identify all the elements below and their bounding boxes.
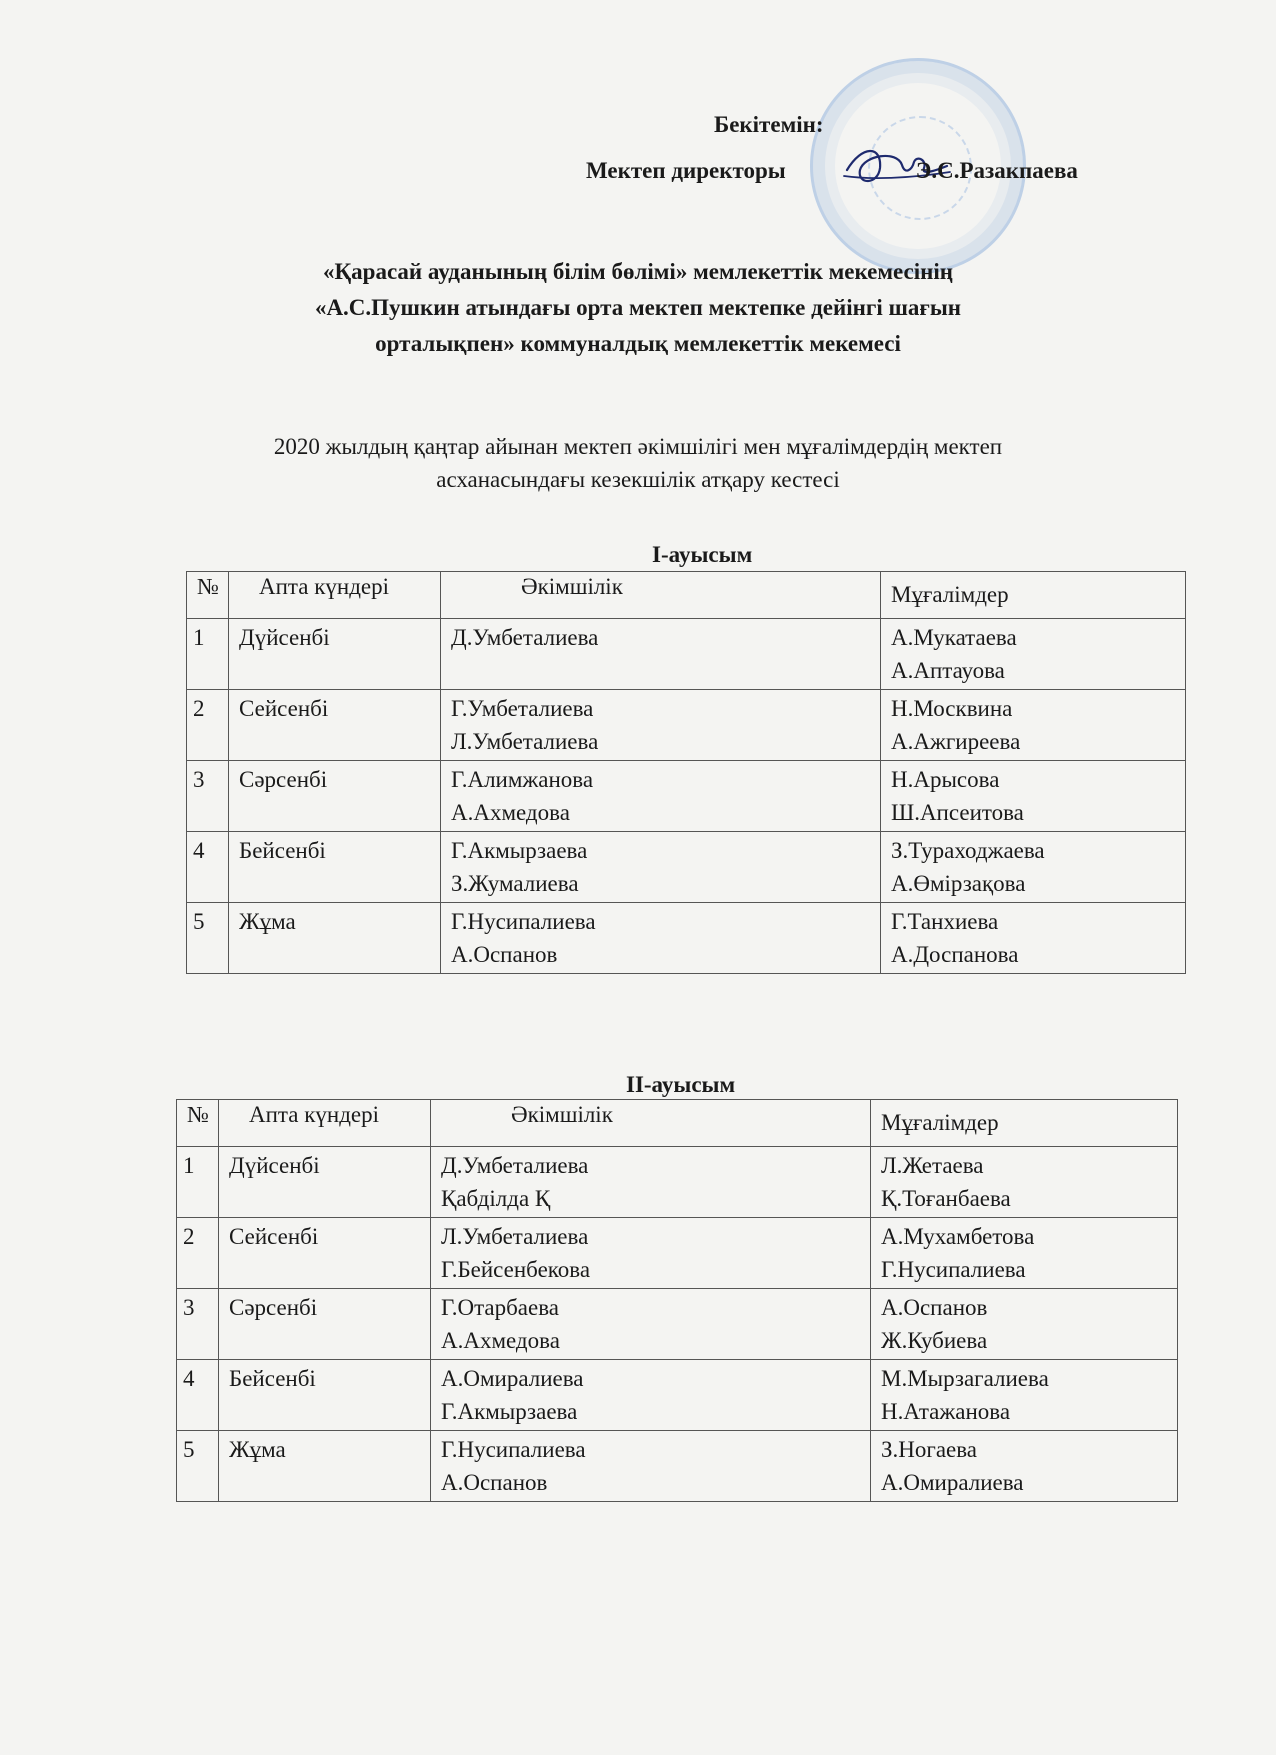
row-day: Сәрсенбі [229,761,441,832]
row-number: 2 [187,690,229,761]
row-day: Жұма [219,1431,431,1502]
row-day: Бейсенбі [229,832,441,903]
admin-name: А.Ахмедова [441,1328,560,1353]
row-number: 5 [177,1431,219,1502]
table-header-row [177,1100,1178,1147]
header-num: № [177,1100,219,1147]
admin-name: А.Оспанов [441,1470,548,1495]
admin-name [451,654,872,687]
admin-name: Г.Бейсенбекова [441,1257,591,1282]
table-row [187,619,1186,690]
teacher-name: Г.Танхиева [891,909,999,934]
row-admin [441,761,881,832]
teacher-name: А.Мухамбетова [881,1224,1035,1249]
teacher-name: А.Аптауова [891,658,1005,683]
teacher-name: А.Мукатаева [891,625,1017,650]
teacher-name: А.Омиралиева [881,1470,1024,1495]
row-day: Дүйсенбі [229,619,441,690]
row-number: 5 [187,903,229,974]
shift1-table [186,571,1186,974]
admin-name: Қабділда Қ [441,1186,551,1211]
teacher-name: А.Ажгиреева [891,729,1021,754]
director-name: Э.С.Разакпаева [915,158,1078,183]
header-teachers: Мұғалімдер [871,1100,1178,1147]
admin-name: З.Жумалиева [451,871,579,896]
shift1-title: І-ауысым [652,542,753,567]
table-row [187,690,1186,761]
organization-line: «Қарасай ауданының білім бөлімі» мемлекеттік мекемесінің [322,259,954,284]
teacher-name: Ж.Кубиева [881,1328,988,1353]
row-admin [431,1147,871,1218]
admin-name: Г.Нусипалиева [451,909,596,934]
caption-line: 2020 жылдың қаңтар айынан мектеп әкімшілігі мен мұғалімдердің мектеп [273,434,1003,459]
organization-line: орталықпен» коммуналдық мемлекеттік мекемесі [375,331,901,356]
teacher-name: Қ.Тоғанбаева [881,1186,1011,1211]
table-header-row [187,572,1186,619]
table-row [187,832,1186,903]
header-teachers: Мұғалімдер [881,572,1186,619]
row-number: 4 [177,1360,219,1431]
table-row [177,1431,1178,1502]
row-teachers [871,1218,1178,1289]
row-number: 1 [177,1147,219,1218]
row-teachers [871,1431,1178,1502]
header-day: Апта күндері [229,572,441,619]
table-row [187,903,1186,974]
header-num: № [187,572,229,619]
teacher-name: А.Өмірзақова [891,871,1026,896]
row-teachers [881,832,1186,903]
row-teachers [881,619,1186,690]
teacher-name: Ш.Апсеитова [891,800,1024,825]
row-day: Бейсенбі [219,1360,431,1431]
row-teachers [881,690,1186,761]
director-position: Мектеп директоры [586,158,786,183]
row-number: 2 [177,1218,219,1289]
row-number: 4 [187,832,229,903]
row-admin [441,903,881,974]
approval-title: Бекітемін: [714,112,824,137]
row-teachers [871,1360,1178,1431]
admin-name: А.Ахмедова [451,800,570,825]
shift2-table [176,1099,1178,1502]
row-admin [431,1218,871,1289]
header-admin: Әкімшілік [431,1100,871,1147]
row-teachers [871,1147,1178,1218]
admin-name: А.Омиралиева [441,1366,584,1391]
row-admin [431,1360,871,1431]
row-admin [431,1431,871,1502]
admin-name: Д.Умбеталиева [451,625,599,650]
admin-name: Г.Умбеталиева [451,696,594,721]
admin-name: Г.Алимжанова [451,767,594,792]
row-day: Сәрсенбі [219,1289,431,1360]
teacher-name: З.Ногаева [881,1437,977,1462]
row-day: Сейсенбі [219,1218,431,1289]
admin-name: Г.Нусипалиева [441,1437,586,1462]
teacher-name: З.Тураходжаева [891,838,1045,863]
teacher-name: Н.Атажанова [881,1399,1011,1424]
header-admin: Әкімшілік [441,572,881,619]
admin-name: Л.Умбеталиева [441,1224,589,1249]
approval-line [586,158,1078,184]
row-number: 3 [187,761,229,832]
row-number: 3 [177,1289,219,1360]
admin-name: Д.Умбеталиева [441,1153,589,1178]
table-row [177,1360,1178,1431]
schedule-caption [0,430,1276,496]
header-day: Апта күндері [219,1100,431,1147]
row-day: Дүйсенбі [219,1147,431,1218]
row-number: 1 [187,619,229,690]
organization-name [0,254,1276,362]
row-admin [441,690,881,761]
row-admin [441,832,881,903]
row-day: Жұма [229,903,441,974]
row-teachers [881,761,1186,832]
teacher-name: Н.Арысова [891,767,1000,792]
admin-name: Г.Акмырзаева [441,1399,578,1424]
table-row [177,1147,1178,1218]
table-row [187,761,1186,832]
caption-line: асханасындағы кезекшілік атқару кестесі [436,467,840,492]
admin-name: А.Оспанов [451,942,558,967]
organization-line: «А.С.Пушкин атындағы орта мектеп мектепке дейінгі шағын [314,295,962,320]
teacher-name: А.Оспанов [881,1295,988,1320]
row-teachers [871,1289,1178,1360]
teacher-name: М.Мырзагалиева [881,1366,1049,1391]
table-row [177,1218,1178,1289]
teacher-name: А.Доспанова [891,942,1019,967]
table-row [177,1289,1178,1360]
shift2-title: ІІ-ауысым [626,1072,736,1097]
row-day: Сейсенбі [229,690,441,761]
teacher-name: Л.Жетаева [881,1153,984,1178]
admin-name: Г.Отарбаева [441,1295,559,1320]
admin-name: Л.Умбеталиева [451,729,599,754]
teacher-name: Г.Нусипалиева [881,1257,1026,1282]
admin-name: Г.Акмырзаева [451,838,588,863]
row-teachers [881,903,1186,974]
teacher-name: Н.Москвина [891,696,1013,721]
row-admin [431,1289,871,1360]
row-admin [441,619,881,690]
